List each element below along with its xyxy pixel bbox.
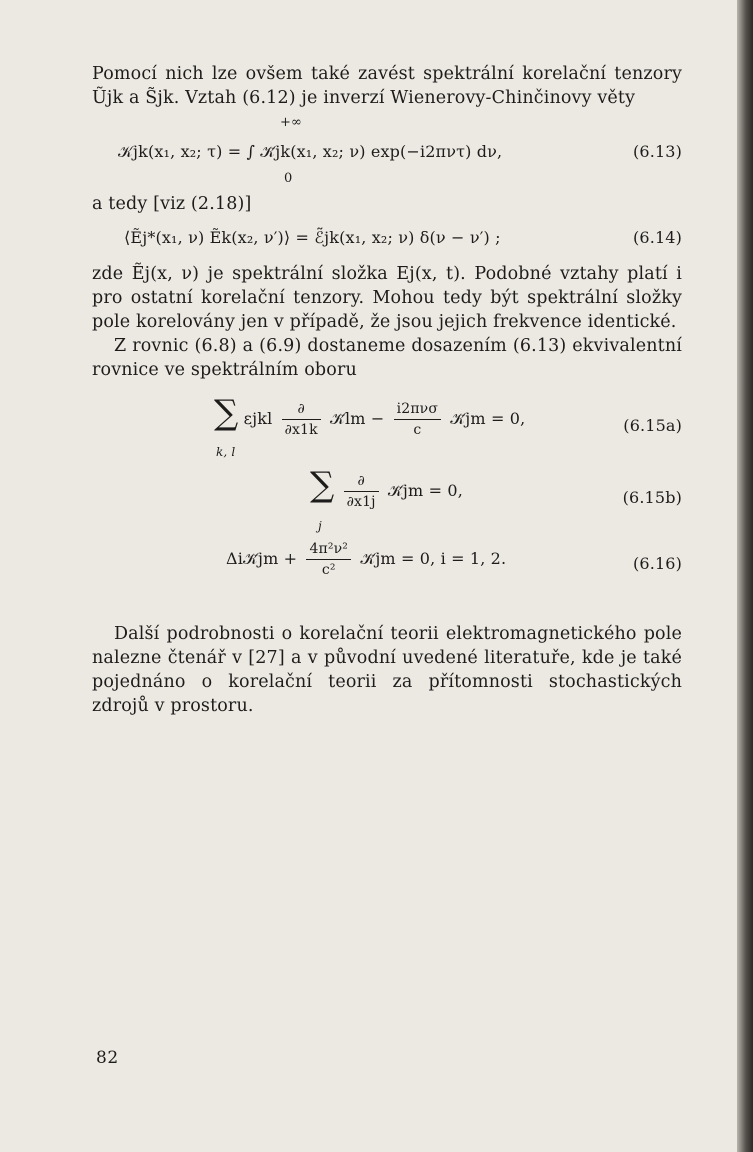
equation-6-16-body (226, 540, 506, 579)
fraction-denominator: c² (321, 562, 336, 578)
sum-subscript: k, l (216, 445, 236, 459)
equation-6-13-body: 𝒦jk(x₁, x₂; τ) = ∫ 𝒦̃jk(x₁, x₂; ν) exp(−i2πντ) dν, (118, 142, 503, 161)
sum-symbol: ∑ (310, 465, 335, 505)
equation-6-16 (92, 538, 682, 598)
fraction-denominator: ∂x1j (346, 494, 376, 510)
term-kjm: 𝒦̃jm = 0, (387, 481, 463, 500)
equation-number-6-15b: (6.15b) (622, 488, 682, 507)
fraction-numerator: ∂ (344, 472, 379, 492)
equation-number-6-15a: (6.15a) (623, 416, 682, 435)
equation-6-14 (92, 222, 682, 256)
paragraph-3: zde Ẽj(x, ν) je spektrální složka Ej(x, t). Podobné vztahy platí i pro ostatní korelační tenzory. Mohou tedy být spektrální složky pole korelovány jen v případě, že jsou jejich frekvence identické. (92, 264, 682, 332)
sum-symbol: ∑ (214, 393, 239, 433)
laplace-term: Δi𝒦̃jm + (226, 549, 298, 568)
term-kjm: 𝒦̃jm = 0, (450, 409, 526, 428)
page-number: 82 (96, 1048, 119, 1068)
right-hand-side: 𝒦̃jm = 0, i = 1, 2. (360, 549, 507, 568)
equation-6-14-body: ⟨Ẽj*(x₁, ν) Ẽk(x₂, ν′)⟩ = ℰ̃jk(x₁, x₂; ν) δ(ν − ν′) ; (124, 228, 501, 247)
equation-6-15a (92, 392, 682, 462)
epsilon-term: εjkl (243, 409, 273, 428)
equation-6-13 (92, 116, 682, 186)
fraction-coefficient (394, 400, 441, 439)
sum-subscript: j (318, 519, 322, 533)
fraction-numerator: i2πνσ (394, 400, 441, 420)
paragraph-4: Z rovnic (6.8) a (6.9) dostaneme dosazením (6.13) ekvivalentní rovnice ve spektrálním oboru (92, 336, 682, 380)
fraction-denominator: ∂x1k (284, 422, 318, 438)
equation-number-6-14: (6.14) (632, 228, 682, 247)
paragraph-5: Další podrobnosti o korelační teorii elektromagnetického pole nalezne čtenář v [27] a v původní uvedené literatuře, kde je také pojednáno o korelační teorii za přítomnosti stochastických zdrojů v prostoru. (92, 624, 682, 716)
equation-number-6-13: (6.13) (632, 142, 682, 161)
term-klm: 𝒦̃lm − (329, 409, 385, 428)
fraction-coefficient (306, 540, 351, 579)
page-edge-shadow (737, 0, 753, 1152)
equation-6-15a-body (214, 393, 526, 439)
fraction-partial (344, 472, 379, 511)
integral-upper-limit: +∞ (280, 115, 303, 130)
paragraph-1: Pomocí nich lze ovšem také zavést spektrální korelační tenzory Ũjk a S̃jk. Vztah (6.12) je inverzí Wienerovy-Chinčinovy věty (92, 64, 682, 108)
fraction-numerator: ∂ (282, 400, 321, 420)
fraction-denominator: c (413, 422, 422, 438)
equation-6-15b (92, 465, 682, 533)
paragraph-2: a tedy [viz (2.18)] (92, 194, 252, 214)
equation-number-6-16: (6.16) (632, 554, 682, 573)
fraction-partial (282, 400, 321, 439)
equation-6-15b-body (310, 465, 463, 511)
text-body (92, 62, 682, 718)
integral-lower-limit: 0 (284, 171, 293, 186)
fraction-numerator: 4π²ν² (306, 540, 351, 560)
